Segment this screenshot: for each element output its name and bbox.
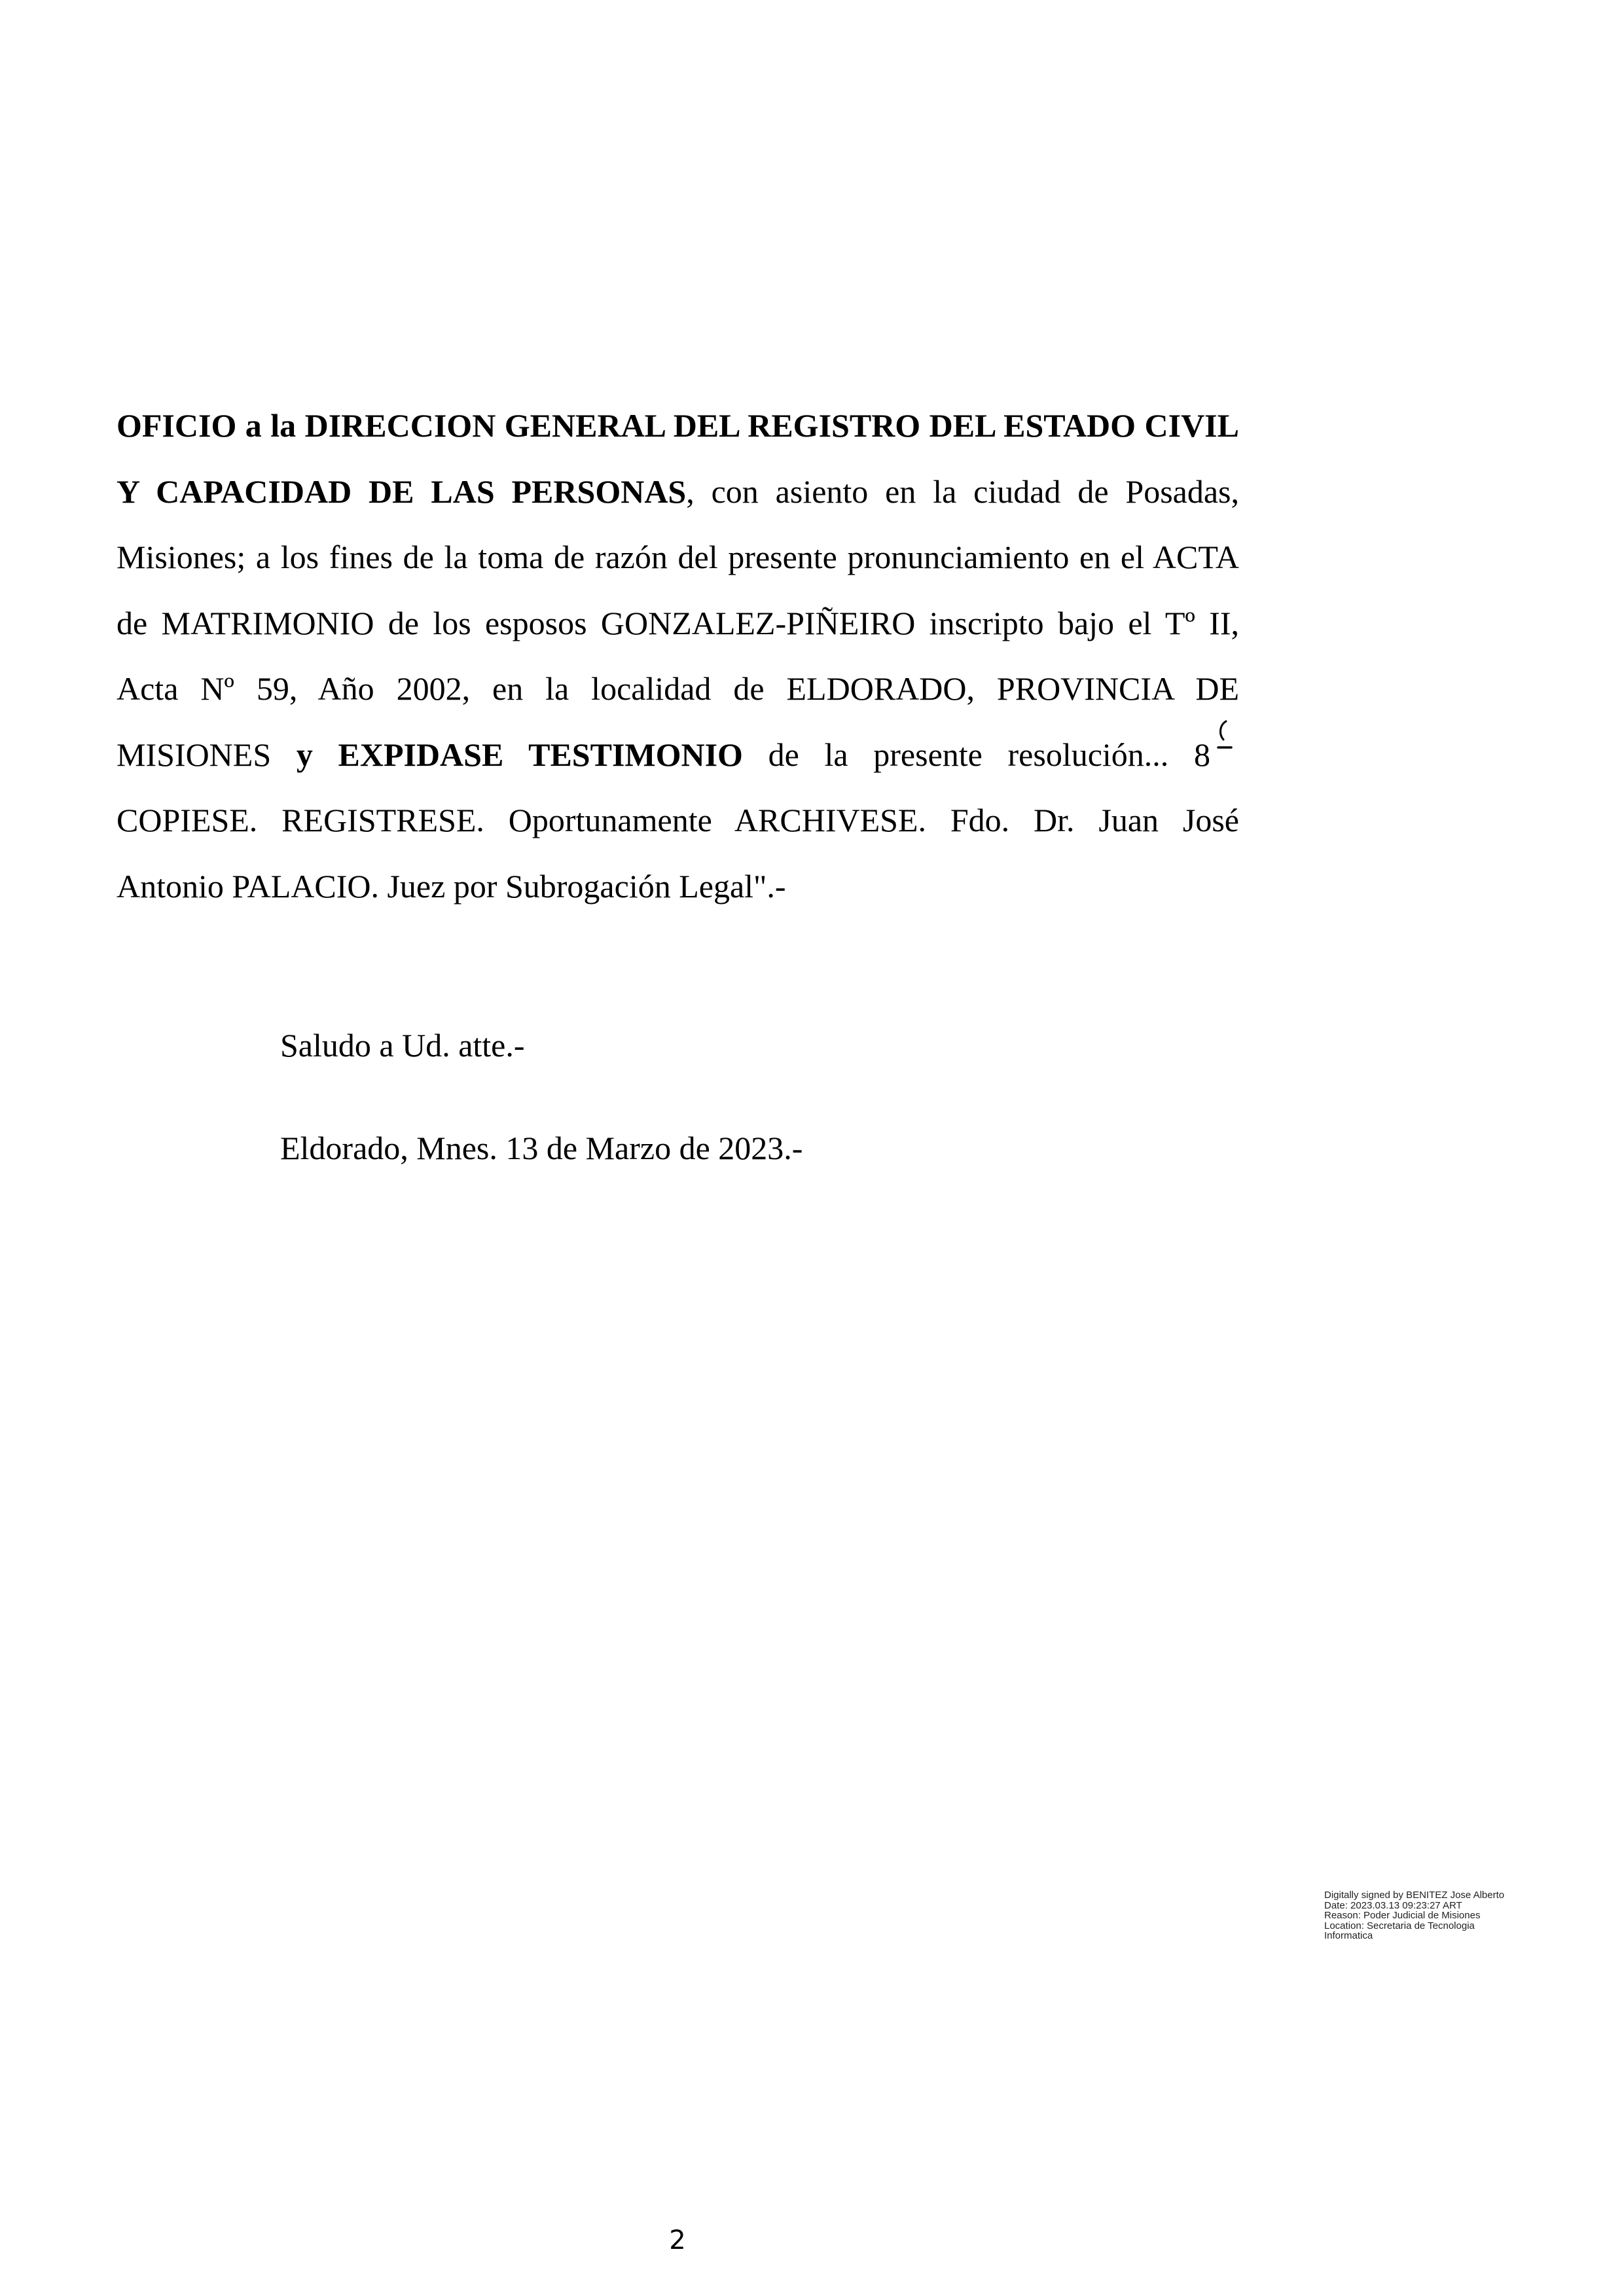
oficio-recipient: OFICIO a la DIRECCION GENERAL DEL REGISTRO DEL ESTADO CIVIL Y CAPACIDAD DE LAS PERSONAS bbox=[117, 407, 1239, 510]
greeting: Saludo a Ud. atte.- bbox=[280, 1027, 525, 1064]
oficio-text-2: de la presente resolución... 8 bbox=[742, 736, 1210, 773]
handwritten-mark-icon bbox=[1210, 733, 1239, 766]
page-number: 2 bbox=[669, 2225, 686, 2255]
signature-signer: Digitally signed by BENITEZ Jose Alberto bbox=[1324, 1890, 1505, 1901]
expidase-testimonio: y EXPIDASE TESTIMONIO bbox=[296, 736, 743, 773]
signature-date: Date: 2023.03.13 09:23:27 ART bbox=[1324, 1899, 1462, 1911]
signature-location-cont: Informatica bbox=[1324, 1930, 1373, 1941]
signature-reason: Reason: Poder Judicial de Misiones bbox=[1324, 1910, 1481, 1921]
place-date: Eldorado, Mnes. 13 de Marzo de 2023.- bbox=[280, 1130, 803, 1166]
oficio-paragraph bbox=[117, 393, 1239, 919]
digital-signature bbox=[1324, 1890, 1560, 1941]
signature-location: Location: Secretaria de Tecnologia bbox=[1324, 1920, 1475, 1931]
oficio-text-3: COPIESE. REGISTRESE. Oportunamente ARCHIVESE. Fdo. Dr. Juan José Antonio PALACIO. Juez por Subrogación Legal".- bbox=[117, 802, 1239, 905]
oficio-text-1: , con asiento en la ciudad de Posadas, Misiones; a los fines de la toma de razón del presente pronunciamiento en el ACTA de MATRIMONIO de los esposos GONZALEZ-PIÑEIRO inscripto bajo el Tº II, Acta Nº 59, Año 2002, en la localidad de ELDORADO, PROVINCIA DE MISIONES bbox=[117, 473, 1240, 773]
